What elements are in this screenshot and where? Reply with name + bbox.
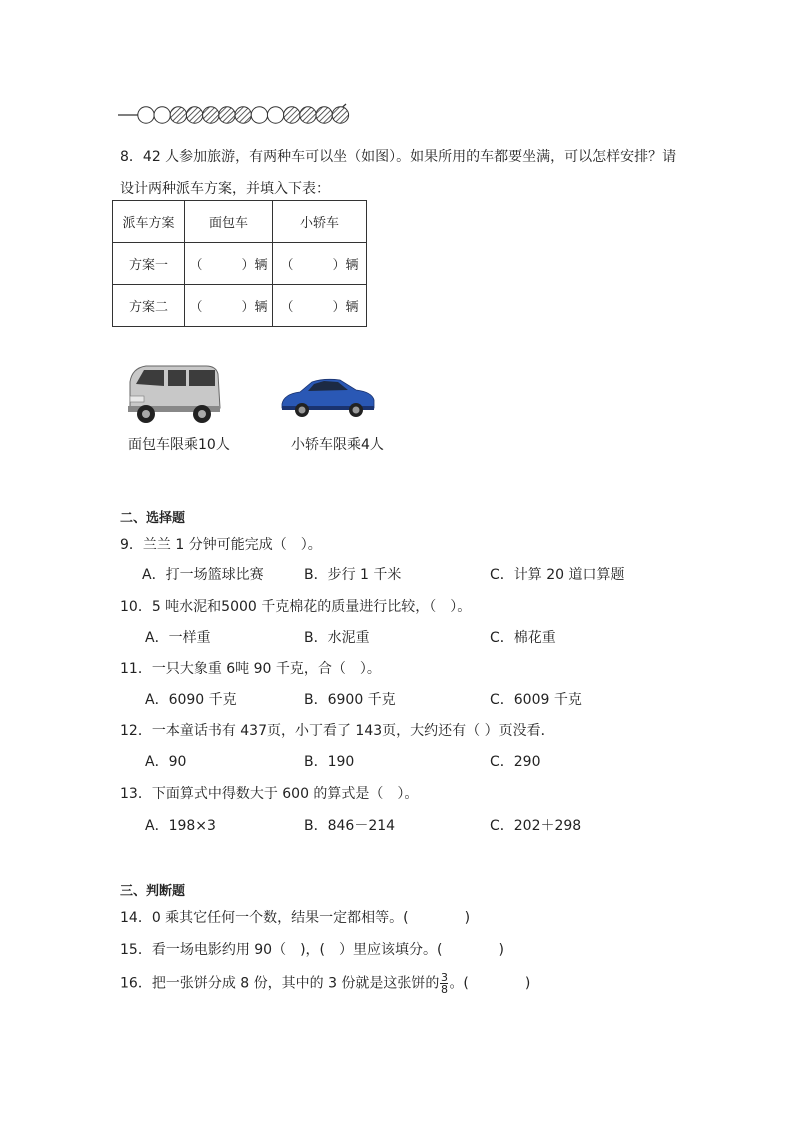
q13-option-c[interactable]: C．202＋298 [490,818,582,834]
header-van: 面包车 [185,201,273,243]
bead-hatched [203,107,219,123]
bead-hatched [235,107,251,123]
dispatch-plan-table [112,200,367,327]
bead-hatched [219,107,235,123]
bead-empty [251,107,267,123]
table-row [113,285,367,327]
sedan-image [278,370,378,420]
q14-stem[interactable]: 14．0 乘其它任何一个数，结果一定都相等。( ) [120,910,471,926]
car-count-cell[interactable]: （ ）辆 [273,285,367,327]
row-label: 方案一 [113,243,185,285]
q16-text-after: 。( ) [449,975,531,992]
q10-stem: 10．5 吨水泥和5000 千克棉花的质量进行比较，（ ）。 [120,599,472,615]
car-count-cell[interactable]: （ ）辆 [273,243,367,285]
q9-option-b[interactable]: B．步行 1 千米 [304,567,402,583]
bead-hatched [332,107,348,123]
header-plan: 派车方案 [113,201,185,243]
q10-option-a[interactable]: A．一样重 [145,630,211,646]
row-label: 方案二 [113,285,185,327]
q9-option-c[interactable]: C．计算 20 道口算题 [490,567,625,583]
q12-option-c[interactable]: C．290 [490,754,541,770]
q9-stem: 9．兰兰 1 分钟可能完成（ ）。 [120,537,322,553]
q10-option-c[interactable]: C．棉花重 [490,630,556,646]
q11-stem: 11．一只大象重 6吨 90 千克，合（ ）。 [120,661,381,677]
bead-hatched [284,107,300,123]
bead-hatched [186,107,202,123]
bead-empty [138,107,154,123]
van-count-cell[interactable]: （ ）辆 [185,243,273,285]
table-header-row [113,201,367,243]
q10-option-b[interactable]: B．水泥重 [304,630,370,646]
q12-option-a[interactable]: A．90 [145,754,187,770]
bead-empty [154,107,170,123]
bead-empty [267,107,283,123]
section-title-choice: 二、选择题 [120,511,186,526]
section-title-judge: 三、判断题 [120,884,186,899]
q12-stem: 12．一本童话书有 437页，小丁看了 143页，大约还有（ ）页没看． [120,723,555,739]
q16-text-before: 16．把一张饼分成 8 份，其中的 3 份就是这张饼的 [120,975,440,992]
q13-stem: 13．下面算式中得数大于 600 的算式是（ ）。 [120,786,419,802]
bead-hatched [300,107,316,123]
van-count-cell[interactable]: （ ）辆 [185,285,273,327]
q11-option-b[interactable]: B．6900 千克 [304,692,396,708]
fraction-three-eighths [440,972,448,995]
q11-option-a[interactable]: A．6090 千克 [145,692,237,708]
q13-option-b[interactable]: B．846－214 [304,818,396,834]
fraction-numerator: 3 [440,971,448,984]
q13-option-a[interactable]: A．198×3 [145,818,216,834]
q11-option-c[interactable]: C．6009 千克 [490,692,582,708]
bead-hatched [316,107,332,123]
bead-string [114,100,350,132]
van-image [124,360,224,428]
car-capacity-caption: 小轿车限乘4人 [291,437,384,453]
q8-stem-line2: 设计两种派车方案，并填入下表： [120,181,330,197]
van-capacity-caption: 面包车限乘10人 [128,437,230,453]
header-car: 小轿车 [273,201,367,243]
fraction-denominator: 8 [440,983,448,996]
q12-option-b[interactable]: B．190 [304,754,355,770]
q16-stem[interactable] [120,972,530,995]
q15-stem[interactable]: 15．看一场电影约用 90（ )，( ）里应该填分。( ) [120,942,504,958]
bead-hatched [170,107,186,123]
table-row [113,243,367,285]
q8-stem-line1: 8．42 人参加旅游，有两种车可以坐（如图）。如果所用的车都要坐满，可以怎样安排？请 [120,149,677,165]
q9-option-a[interactable]: A．打一场篮球比赛 [142,567,264,583]
